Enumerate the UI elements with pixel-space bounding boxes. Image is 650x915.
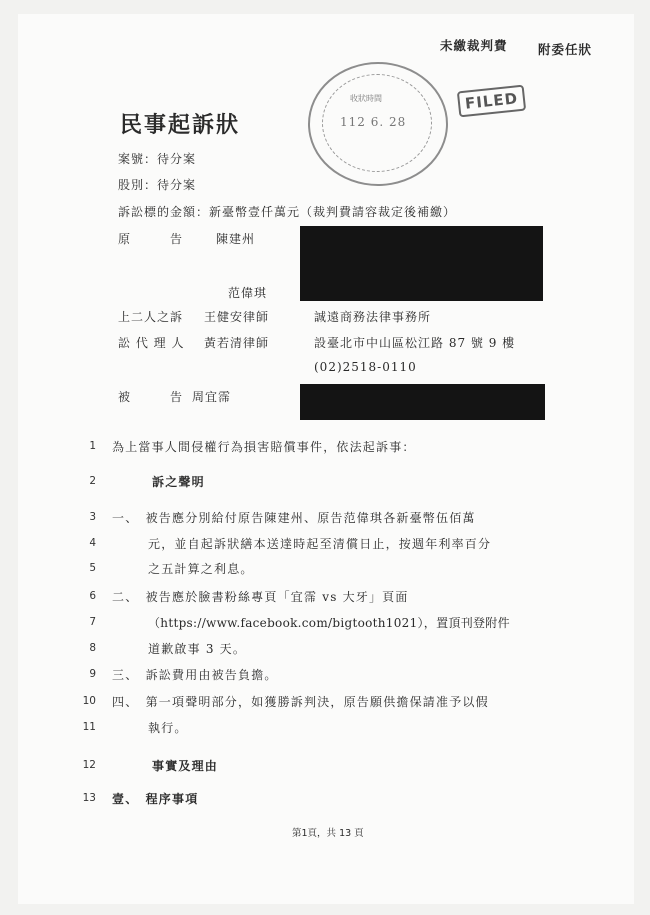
line-number: 3 bbox=[89, 511, 96, 523]
line-number: 7 bbox=[89, 616, 96, 628]
line-number: 8 bbox=[89, 642, 96, 654]
line-number: 2 bbox=[89, 475, 96, 487]
line-number: 11 bbox=[82, 721, 96, 733]
line-text: 四、 第一項聲明部分，如獲勝訴判決，原告願供擔保請准予以假 bbox=[112, 695, 489, 709]
law-firm-address: 設臺北市中山區松江路 87 號 9 樓 bbox=[314, 336, 516, 350]
defendant-role: 被 告 bbox=[118, 390, 184, 404]
document-title: 民事起訴狀 bbox=[120, 112, 241, 138]
law-firm-name: 誠遠商務法律事務所 bbox=[314, 310, 432, 324]
plaintiff-2: 范偉琪 bbox=[228, 286, 268, 300]
court-stamp-date: 112 6. 28 bbox=[340, 115, 407, 129]
line-number: 4 bbox=[89, 537, 96, 549]
line-number: 1 bbox=[89, 440, 96, 452]
line-number: 9 bbox=[89, 668, 96, 680]
line-text: 元，並自起訴狀繕本送達時起至清償日止，按週年利率百分 bbox=[148, 537, 492, 551]
attorney-role-line1: 上二人之訴 bbox=[118, 310, 184, 324]
unpaid-fee-note: 未繳裁判費 bbox=[440, 38, 508, 53]
line-text: 道歉啟事 3 天。 bbox=[148, 642, 247, 656]
redacted-plaintiff-address bbox=[300, 226, 543, 301]
line-number: 5 bbox=[89, 562, 96, 574]
attorney-2: 黃若清律師 bbox=[204, 336, 270, 350]
line-text: 之五計算之利息。 bbox=[148, 562, 254, 576]
line-text: 為上當事人間侵權行為損害賠償事件，依法起訴事： bbox=[112, 440, 416, 454]
defendant-name: 周宜霈 bbox=[192, 390, 232, 404]
facts-heading: 事實及理由 bbox=[152, 759, 219, 773]
plaintiff-role: 原 告 bbox=[118, 232, 184, 246]
attorney-1: 王健安律師 bbox=[204, 310, 270, 324]
line-number: 13 bbox=[82, 792, 96, 804]
line-text: （https://www.facebook.com/bigtooth1021），置頂刊登附件 bbox=[148, 616, 510, 630]
filed-stamp: FILED bbox=[457, 85, 526, 118]
attached-poa-note: 附委任狀 bbox=[538, 42, 593, 57]
claim-amount: 訴訟標的金額：新臺幣壹仟萬元（裁判費請容裁定後補繳） bbox=[118, 205, 457, 219]
page-footer: 第1頁，共 13 頁 bbox=[292, 828, 364, 839]
claims-heading: 訴之聲明 bbox=[152, 475, 205, 489]
line-text: 三、 訴訟費用由被告負擔。 bbox=[112, 668, 278, 682]
line-text: 二、 被告應於臉書粉絲專頁「宜霈 vs 大牙」頁面 bbox=[112, 590, 409, 604]
attorney-role-line2: 訟 代 理 人 bbox=[118, 336, 185, 350]
line-number: 12 bbox=[82, 759, 96, 771]
line-text: 執行。 bbox=[148, 721, 188, 735]
line-number: 6 bbox=[89, 590, 96, 602]
procedure-heading: 壹、 程序事項 bbox=[112, 792, 199, 806]
line-number: 10 bbox=[82, 695, 96, 707]
plaintiff-1: 陳建州 bbox=[216, 232, 256, 246]
law-firm-phone: (02)2518-0110 bbox=[314, 360, 417, 374]
court-stamp-text: 收狀時間 bbox=[350, 94, 382, 103]
case-number: 案號：待分案 bbox=[118, 152, 197, 166]
line-text: 一、 被告應分別給付原告陳建州、原告范偉琪各新臺幣伍佰萬 bbox=[112, 511, 476, 525]
redacted-defendant-address bbox=[300, 384, 545, 420]
division: 股別：待分案 bbox=[118, 178, 197, 192]
